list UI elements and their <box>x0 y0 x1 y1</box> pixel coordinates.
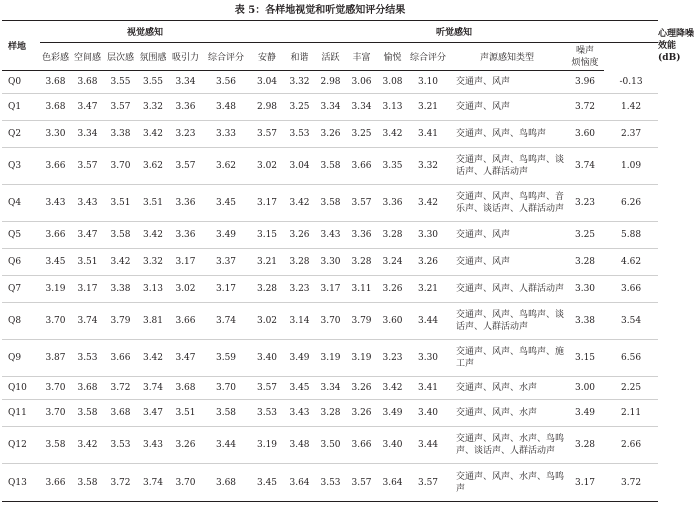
cell-visual-score: 3.70 <box>40 303 71 340</box>
cell-visual-score: 3.36 <box>169 222 202 249</box>
header-noise-annoyance <box>566 43 604 71</box>
cell-auditory-score: 3.24 <box>377 249 408 276</box>
cell-psych-noise-reduction: 1.42 <box>604 94 658 121</box>
cell-auditory-score: 3.17 <box>315 276 346 303</box>
cell-auditory-score: 3.48 <box>284 427 315 464</box>
cell-psych-noise-reduction: 2.25 <box>604 377 658 400</box>
cell-sound-sources: 交通声、风声 <box>448 222 566 249</box>
table-row <box>2 249 658 276</box>
cell-visual-score: 3.72 <box>104 377 137 400</box>
cell-noise-annoyance: 3.28 <box>566 427 604 464</box>
cell-visual-score: 3.33 <box>202 121 250 148</box>
header-col: 活跃 <box>315 43 346 71</box>
cell-psych-noise-reduction: 1.09 <box>604 148 658 185</box>
cell-psych-noise-reduction: 4.62 <box>604 249 658 276</box>
cell-visual-score: 3.32 <box>137 94 169 121</box>
cell-noise-annoyance: 3.25 <box>566 222 604 249</box>
table-caption: 表 5：各样地视觉和听觉感知评分结果 <box>234 5 406 16</box>
cell-visual-score: 3.42 <box>137 222 169 249</box>
cell-visual-score: 3.66 <box>40 222 71 249</box>
header-col: 综合评分 <box>202 43 250 71</box>
cell-auditory-score: 3.15 <box>250 222 284 249</box>
cell-visual-score: 3.36 <box>169 185 202 222</box>
cell-auditory-score: 3.41 <box>408 377 448 400</box>
cell-noise-annoyance: 3.15 <box>566 340 604 377</box>
cell-auditory-score: 3.25 <box>346 121 377 148</box>
cell-visual-score: 3.66 <box>169 303 202 340</box>
cell-auditory-score: 3.28 <box>250 276 284 303</box>
cell-visual-score: 3.38 <box>104 121 137 148</box>
cell-visual-score: 3.68 <box>40 71 71 94</box>
cell-auditory-score: 3.36 <box>377 185 408 222</box>
cell-site: Q11 <box>2 400 40 427</box>
cell-auditory-score: 3.23 <box>284 276 315 303</box>
cell-sound-sources: 交通声、风声、鸟鸣声、谈话声、人群活动声 <box>448 148 566 185</box>
cell-visual-score: 3.56 <box>202 71 250 94</box>
cell-visual-score: 3.36 <box>169 94 202 121</box>
cell-auditory-score: 3.36 <box>346 222 377 249</box>
cell-noise-annoyance: 3.96 <box>566 71 604 94</box>
cell-sound-sources: 交通声、风声 <box>448 71 566 94</box>
cell-noise-annoyance: 3.49 <box>566 400 604 427</box>
cell-auditory-score: 3.32 <box>408 148 448 185</box>
cell-visual-score: 3.45 <box>202 185 250 222</box>
cell-site: Q8 <box>2 303 40 340</box>
cell-visual-score: 3.51 <box>104 185 137 222</box>
cell-auditory-score: 3.14 <box>284 303 315 340</box>
cell-visual-score: 3.47 <box>137 400 169 427</box>
cell-visual-score: 3.32 <box>137 249 169 276</box>
cell-visual-score: 3.79 <box>104 303 137 340</box>
cell-visual-score: 3.49 <box>202 222 250 249</box>
cell-auditory-score: 3.44 <box>408 303 448 340</box>
cell-noise-annoyance: 3.74 <box>566 148 604 185</box>
header-col: 和谐 <box>284 43 315 71</box>
cell-noise-annoyance: 3.38 <box>566 303 604 340</box>
cell-psych-noise-reduction: 2.66 <box>604 427 658 464</box>
cell-visual-score: 3.72 <box>104 464 137 502</box>
cell-auditory-score: 3.26 <box>346 377 377 400</box>
cell-sound-sources: 交通声、风声、鸟鸣声 <box>448 121 566 148</box>
cell-site: Q9 <box>2 340 40 377</box>
cell-psych-noise-reduction: 6.56 <box>604 340 658 377</box>
cell-visual-score: 3.44 <box>202 427 250 464</box>
header-psych-line: (dB) <box>658 52 681 63</box>
cell-site: Q2 <box>2 121 40 148</box>
header-col: 丰富 <box>346 43 377 71</box>
cell-visual-score: 3.74 <box>137 464 169 502</box>
cell-auditory-score: 2.98 <box>315 71 346 94</box>
header-visual-group: 视觉感知 <box>40 21 250 43</box>
cell-visual-score: 3.68 <box>104 400 137 427</box>
cell-visual-score: 3.58 <box>202 400 250 427</box>
cell-auditory-score: 3.44 <box>408 427 448 464</box>
header-noise-line: 烦恼度 <box>571 57 599 68</box>
cell-psych-noise-reduction: 2.11 <box>604 400 658 427</box>
cell-site: Q6 <box>2 249 40 276</box>
cell-visual-score: 3.43 <box>137 427 169 464</box>
cell-visual-score: 3.26 <box>169 427 202 464</box>
cell-auditory-score: 3.43 <box>315 222 346 249</box>
header-col: 氛围感 <box>137 43 169 71</box>
cell-auditory-score: 3.04 <box>250 71 284 94</box>
cell-visual-score: 3.23 <box>169 121 202 148</box>
cell-sound-sources: 交通声、风声、鸟鸣声、谈话声、人群活动声 <box>448 303 566 340</box>
cell-visual-score: 3.43 <box>71 185 104 222</box>
cell-auditory-score: 3.30 <box>408 340 448 377</box>
cell-sound-sources: 交通声、风声 <box>448 94 566 121</box>
cell-visual-score: 3.66 <box>104 340 137 377</box>
cell-auditory-score: 3.79 <box>346 303 377 340</box>
cell-visual-score: 3.62 <box>202 148 250 185</box>
cell-auditory-score: 3.26 <box>284 222 315 249</box>
cell-visual-score: 3.70 <box>169 464 202 502</box>
cell-auditory-score: 3.28 <box>346 249 377 276</box>
cell-auditory-score: 3.25 <box>284 94 315 121</box>
table-row <box>2 185 658 222</box>
cell-visual-score: 3.58 <box>71 400 104 427</box>
cell-visual-score: 3.42 <box>137 340 169 377</box>
header-col: 空间感 <box>71 43 104 71</box>
cell-visual-score: 3.58 <box>71 464 104 502</box>
cell-auditory-score: 3.04 <box>284 148 315 185</box>
cell-visual-score: 3.38 <box>104 276 137 303</box>
table-row <box>2 427 658 464</box>
cell-visual-score: 3.37 <box>202 249 250 276</box>
cell-auditory-score: 3.57 <box>408 464 448 502</box>
cell-noise-annoyance: 3.23 <box>566 185 604 222</box>
table-row <box>2 222 658 249</box>
cell-visual-score: 3.53 <box>104 427 137 464</box>
header-col: 愉悦 <box>377 43 408 71</box>
cell-visual-score: 3.48 <box>202 94 250 121</box>
cell-visual-score: 3.55 <box>104 71 137 94</box>
header-col: 色彩感 <box>40 43 71 71</box>
header-col: 吸引力 <box>169 43 202 71</box>
table-row <box>2 340 658 377</box>
cell-psych-noise-reduction: 3.66 <box>604 276 658 303</box>
cell-visual-score: 3.17 <box>169 249 202 276</box>
header-col: 层次感 <box>104 43 137 71</box>
cell-site: Q7 <box>2 276 40 303</box>
table-row <box>2 400 658 427</box>
cell-site: Q13 <box>2 464 40 502</box>
cell-visual-score: 3.53 <box>71 340 104 377</box>
cell-visual-score: 3.66 <box>40 464 71 502</box>
cell-auditory-score: 3.64 <box>377 464 408 502</box>
cell-auditory-score: 3.08 <box>377 71 408 94</box>
cell-psych-noise-reduction: 3.72 <box>604 464 658 502</box>
cell-auditory-score: 3.21 <box>250 249 284 276</box>
cell-noise-annoyance: 3.60 <box>566 121 604 148</box>
cell-sound-sources: 交通声、风声、水声、鸟鸣声 <box>448 464 566 502</box>
cell-visual-score: 3.42 <box>71 427 104 464</box>
table-row <box>2 464 658 502</box>
cell-psych-noise-reduction: 6.26 <box>604 185 658 222</box>
cell-auditory-score: 3.42 <box>284 185 315 222</box>
cell-visual-score: 3.68 <box>71 71 104 94</box>
cell-noise-annoyance: 3.17 <box>566 464 604 502</box>
table-header <box>2 21 694 71</box>
cell-auditory-score: 3.50 <box>315 427 346 464</box>
cell-visual-score: 3.57 <box>169 148 202 185</box>
table-row <box>2 94 658 121</box>
cell-auditory-score: 3.06 <box>346 71 377 94</box>
cell-auditory-score: 3.19 <box>315 340 346 377</box>
cell-psych-noise-reduction: 5.88 <box>604 222 658 249</box>
cell-auditory-score: 3.45 <box>250 464 284 502</box>
cell-site: Q12 <box>2 427 40 464</box>
cell-sound-sources: 交通声、风声、水声 <box>448 377 566 400</box>
cell-auditory-score: 3.53 <box>250 400 284 427</box>
cell-sound-sources: 交通声、风声、水声、鸟鸣声、谈话声、人群活动声 <box>448 427 566 464</box>
cell-site: Q0 <box>2 71 40 94</box>
cell-auditory-score: 3.13 <box>377 94 408 121</box>
cell-visual-score: 3.74 <box>202 303 250 340</box>
cell-auditory-score: 3.40 <box>377 427 408 464</box>
table-body <box>2 71 658 502</box>
cell-visual-score: 3.47 <box>71 94 104 121</box>
cell-visual-score: 3.34 <box>169 71 202 94</box>
cell-visual-score: 3.57 <box>104 94 137 121</box>
cell-auditory-score: 3.42 <box>377 377 408 400</box>
cell-auditory-score: 3.11 <box>346 276 377 303</box>
cell-visual-score: 3.43 <box>40 185 71 222</box>
cell-auditory-score: 3.23 <box>377 340 408 377</box>
cell-visual-score: 3.42 <box>137 121 169 148</box>
cell-auditory-score: 3.26 <box>377 276 408 303</box>
header-site: 样地 <box>2 21 40 71</box>
cell-auditory-score: 3.66 <box>346 148 377 185</box>
cell-visual-score: 3.74 <box>71 303 104 340</box>
cell-auditory-score: 3.40 <box>408 400 448 427</box>
cell-auditory-score: 3.21 <box>408 94 448 121</box>
header-psych-line: 心理降噪 <box>658 28 694 39</box>
cell-auditory-score: 3.34 <box>315 94 346 121</box>
header-psych-line: 效能 <box>658 40 677 51</box>
cell-auditory-score: 3.60 <box>377 303 408 340</box>
cell-auditory-score: 3.30 <box>408 222 448 249</box>
cell-visual-score: 3.17 <box>71 276 104 303</box>
cell-site: Q5 <box>2 222 40 249</box>
cell-psych-noise-reduction: 2.37 <box>604 121 658 148</box>
header-auditory-group: 听觉感知 <box>250 21 658 43</box>
table-row <box>2 121 658 148</box>
cell-site: Q10 <box>2 377 40 400</box>
cell-auditory-score: 3.49 <box>377 400 408 427</box>
cell-visual-score: 3.13 <box>137 276 169 303</box>
cell-visual-score: 3.68 <box>202 464 250 502</box>
cell-visual-score: 3.59 <box>202 340 250 377</box>
cell-auditory-score: 3.42 <box>408 185 448 222</box>
perception-score-table <box>2 20 694 502</box>
cell-psych-noise-reduction: -0.13 <box>604 71 658 94</box>
header-col: 综合评分 <box>408 43 448 71</box>
cell-visual-score: 3.70 <box>104 148 137 185</box>
cell-sound-sources: 交通声、风声、鸟鸣声、音乐声、谈话声、人群活动声 <box>448 185 566 222</box>
cell-auditory-score: 3.17 <box>250 185 284 222</box>
cell-visual-score: 3.17 <box>202 276 250 303</box>
cell-visual-score: 3.51 <box>71 249 104 276</box>
cell-auditory-score: 3.35 <box>377 148 408 185</box>
cell-auditory-score: 3.19 <box>346 340 377 377</box>
cell-visual-score: 3.19 <box>40 276 71 303</box>
cell-auditory-score: 3.57 <box>346 185 377 222</box>
cell-auditory-score: 3.26 <box>346 400 377 427</box>
cell-auditory-score: 3.57 <box>250 121 284 148</box>
cell-visual-score: 3.45 <box>40 249 71 276</box>
cell-noise-annoyance: 3.00 <box>566 377 604 400</box>
cell-sound-sources: 交通声、风声、人群活动声 <box>448 276 566 303</box>
cell-visual-score: 3.70 <box>40 400 71 427</box>
cell-visual-score: 3.47 <box>71 222 104 249</box>
cell-auditory-score: 3.49 <box>284 340 315 377</box>
cell-visual-score: 3.58 <box>104 222 137 249</box>
cell-auditory-score: 3.58 <box>315 185 346 222</box>
cell-auditory-score: 3.64 <box>284 464 315 502</box>
cell-auditory-score: 3.41 <box>408 121 448 148</box>
table-row <box>2 71 658 94</box>
cell-visual-score: 3.62 <box>137 148 169 185</box>
cell-auditory-score: 3.66 <box>346 427 377 464</box>
cell-psych-noise-reduction: 3.54 <box>604 303 658 340</box>
cell-visual-score: 3.68 <box>40 94 71 121</box>
cell-auditory-score: 3.02 <box>250 303 284 340</box>
table-row <box>2 148 658 185</box>
header-col: 安静 <box>250 43 284 71</box>
cell-visual-score: 3.74 <box>137 377 169 400</box>
cell-auditory-score: 3.26 <box>315 121 346 148</box>
cell-auditory-score: 2.98 <box>250 94 284 121</box>
cell-sound-sources: 交通声、风声、水声 <box>448 400 566 427</box>
cell-site: Q1 <box>2 94 40 121</box>
cell-noise-annoyance: 3.28 <box>566 249 604 276</box>
cell-auditory-score: 3.26 <box>408 249 448 276</box>
header-col: 声源感知类型 <box>448 43 566 71</box>
cell-auditory-score: 3.21 <box>408 276 448 303</box>
cell-visual-score: 3.51 <box>169 400 202 427</box>
table-row <box>2 377 658 400</box>
cell-visual-score: 3.57 <box>71 148 104 185</box>
cell-visual-score: 3.47 <box>169 340 202 377</box>
cell-auditory-score: 3.02 <box>250 148 284 185</box>
cell-visual-score: 3.70 <box>40 377 71 400</box>
cell-auditory-score: 3.34 <box>315 377 346 400</box>
cell-site: Q3 <box>2 148 40 185</box>
header-noise-line: 噪声 <box>576 45 595 56</box>
cell-auditory-score: 3.53 <box>284 121 315 148</box>
cell-auditory-score: 3.57 <box>250 377 284 400</box>
cell-sound-sources: 交通声、风声 <box>448 249 566 276</box>
cell-auditory-score: 3.34 <box>346 94 377 121</box>
cell-visual-score: 3.42 <box>104 249 137 276</box>
cell-site: Q4 <box>2 185 40 222</box>
cell-visual-score: 3.70 <box>202 377 250 400</box>
cell-auditory-score: 3.42 <box>377 121 408 148</box>
cell-auditory-score: 3.45 <box>284 377 315 400</box>
cell-visual-score: 3.02 <box>169 276 202 303</box>
cell-visual-score: 3.58 <box>40 427 71 464</box>
table-row <box>2 303 658 340</box>
cell-visual-score: 3.34 <box>71 121 104 148</box>
cell-sound-sources: 交通声、风声、鸟鸣声、施工声 <box>448 340 566 377</box>
cell-visual-score: 3.68 <box>71 377 104 400</box>
cell-auditory-score: 3.70 <box>315 303 346 340</box>
cell-auditory-score: 3.28 <box>377 222 408 249</box>
cell-visual-score: 3.68 <box>169 377 202 400</box>
cell-auditory-score: 3.53 <box>315 464 346 502</box>
cell-auditory-score: 3.28 <box>284 249 315 276</box>
cell-auditory-score: 3.10 <box>408 71 448 94</box>
table-row <box>2 276 658 303</box>
cell-auditory-score: 3.30 <box>315 249 346 276</box>
cell-visual-score: 3.51 <box>137 185 169 222</box>
cell-visual-score: 3.81 <box>137 303 169 340</box>
cell-visual-score: 3.30 <box>40 121 71 148</box>
cell-auditory-score: 3.32 <box>284 71 315 94</box>
cell-auditory-score: 3.40 <box>250 340 284 377</box>
cell-noise-annoyance: 3.30 <box>566 276 604 303</box>
cell-auditory-score: 3.28 <box>315 400 346 427</box>
cell-auditory-score: 3.43 <box>284 400 315 427</box>
cell-noise-annoyance: 3.72 <box>566 94 604 121</box>
cell-visual-score: 3.87 <box>40 340 71 377</box>
cell-auditory-score: 3.19 <box>250 427 284 464</box>
cell-auditory-score: 3.57 <box>346 464 377 502</box>
cell-visual-score: 3.66 <box>40 148 71 185</box>
cell-visual-score: 3.55 <box>137 71 169 94</box>
cell-auditory-score: 3.58 <box>315 148 346 185</box>
